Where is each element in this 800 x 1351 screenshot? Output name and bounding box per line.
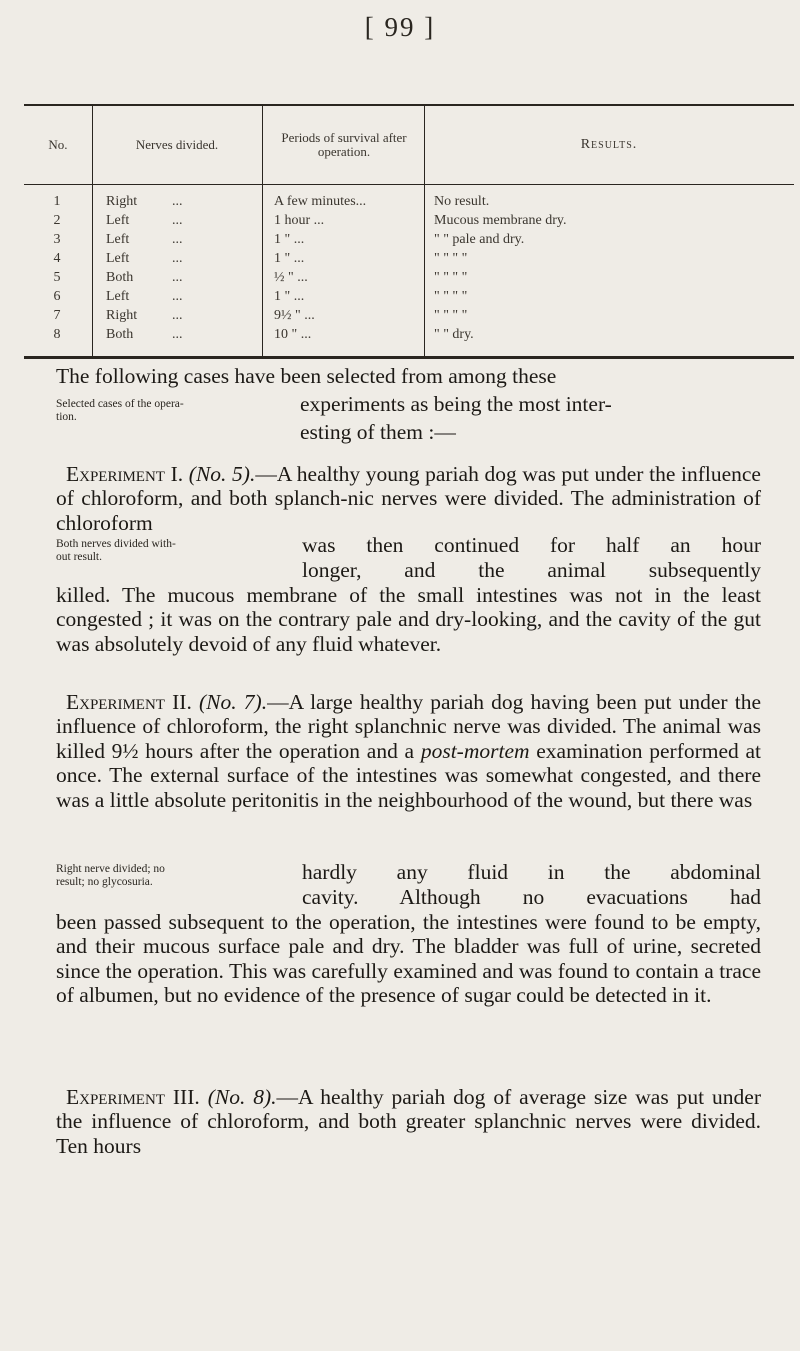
cell-no: 8 — [53, 327, 61, 342]
cell-dots: ... — [172, 232, 183, 247]
experiment-3-number: (No. 8). — [207, 1085, 277, 1109]
cell-nerves: Both — [106, 270, 134, 285]
cell-dots: ... — [172, 270, 183, 285]
cell-result: " " " " — [434, 308, 468, 323]
experiment-2-body-c: been passed subsequent to the operation, the intestines were found to be empty, and their mucous surface pale and dry. The bladder was full of urine, secreted since the operation. This was carefully examined and was found to contain a trace of albumen, but no evidence of the presence of sugar could be detected in it. — [56, 910, 761, 1008]
cell-no: 4 — [53, 251, 61, 266]
experiment-2-wrap-1: hardly any fluid in the abdominal — [302, 860, 761, 884]
cell-no: 5 — [53, 270, 61, 285]
cell-period: 1 hour ... — [274, 213, 325, 228]
experiment-1-body-b: killed. The mucous membrane of the small intestines was not in the least congested ; it was on the contrary pale and dry-looking, and the cavity of the gut was absolutely devoid of any fluid whatever. — [56, 583, 761, 656]
table-row — [24, 211, 794, 230]
experiment-2-body-a: —A large healthy pariah dog having been put under the influence of chloroform, the right splanchnic nerve was divided. The animal was killed 9½ hours after the operation and a — [56, 690, 761, 763]
experiment-3-body: —A healthy pariah dog of average size was put under the influence of chloroform, and both greater splanchnic nerves were divided. Ten hours — [56, 1085, 761, 1158]
experiment-1-heading: Experiment I. — [66, 462, 184, 486]
cell-nerves: Left — [106, 232, 130, 247]
sidenote-selected-2: tion. — [56, 411, 77, 423]
experiment-2-number: (No. 7). — [199, 690, 268, 714]
cell-dots: ... — [172, 289, 183, 304]
table-row — [24, 306, 794, 325]
experiment-3-heading: Experiment III. — [66, 1085, 200, 1109]
experiment-2-body-b: examination performed at once. The external surface of the intestines was somewhat congested, and there was a little absolute peritonitis in the neighbourhood of the wound, but there was — [56, 738, 762, 812]
cell-no: 3 — [53, 232, 61, 247]
cell-nerves: Left — [106, 251, 130, 266]
table-row — [24, 230, 794, 249]
experiment-2-text-a — [56, 690, 761, 862]
cell-result: " " " " — [434, 270, 468, 285]
experiment-2-heading: Experiment II. — [66, 690, 192, 714]
cell-result: " " pale and dry. — [434, 232, 525, 247]
cell-no: 7 — [53, 308, 61, 323]
table-row — [24, 249, 794, 268]
cell-result: Mucous membrane dry. — [434, 213, 567, 228]
experiment-1-number: (No. 5). — [188, 462, 256, 486]
cell-nerves: Right — [106, 194, 138, 209]
intro-line-2: experiments as being the most inter- — [300, 392, 612, 416]
experiment-1-wrap-1: was then continued for half an hour — [302, 533, 761, 557]
sidenote-exp1-2: out result. — [56, 551, 102, 563]
cell-result: No result. — [434, 194, 490, 209]
experiment-2-italic: post-mortem — [420, 738, 530, 763]
header-no: No. — [48, 137, 68, 152]
intro-line-3: esting of them :— — [300, 420, 456, 444]
intro-line-1: The following cases have been selected from among these — [56, 364, 557, 388]
cell-no: 2 — [53, 213, 61, 228]
cell-nerves: Right — [106, 308, 138, 323]
cell-dots: ... — [172, 327, 183, 342]
cell-period: 9½ " ... — [274, 308, 315, 323]
cell-dots: ... — [172, 213, 183, 228]
sidenote-exp2-2: result; no glycosuria. — [56, 876, 153, 888]
sidenote-exp1-1: Both nerves divided with- — [56, 538, 176, 550]
cell-result: " " " " — [434, 251, 468, 266]
cell-period: 1 " ... — [274, 232, 305, 247]
experiment-3-text — [56, 1085, 761, 1158]
cell-dots: ... — [172, 194, 183, 209]
cell-period: 1 " ... — [274, 251, 305, 266]
sidenote-exp2-1: Right nerve divided; no — [56, 863, 165, 875]
cell-dots: ... — [172, 251, 183, 266]
cell-period: ½ " ... — [274, 270, 308, 285]
table-row — [24, 287, 794, 306]
cell-period: 10 " ... — [274, 327, 312, 342]
sidenote-selected-1: Selected cases of the opera- — [56, 398, 184, 410]
cell-period: A few minutes... — [274, 194, 367, 209]
table-row — [24, 268, 794, 287]
cell-nerves: Left — [106, 289, 130, 304]
table-header-rule — [24, 184, 794, 185]
cell-period: 1 " ... — [274, 289, 305, 304]
cell-nerves: Left — [106, 213, 130, 228]
header-nerves: Nerves divided. — [135, 137, 219, 152]
header-periods: Periods of survival after operation. — [281, 130, 407, 159]
results-table — [24, 104, 794, 359]
table-row — [24, 192, 794, 211]
table-body — [24, 192, 794, 344]
cell-no: 1 — [53, 194, 61, 209]
cell-result: " " " " — [434, 289, 468, 304]
experiment-1-body-a: —A healthy young pariah dog was put under the influence of chloroform, and both splanch-nic nerves were divided. The administration of chloroform — [56, 462, 761, 535]
header-results: Results. — [580, 137, 638, 152]
cell-no: 6 — [53, 289, 61, 304]
cell-dots: ... — [172, 308, 183, 323]
experiment-2-wrap-2: cavity. Although no evacuations had — [302, 885, 761, 909]
cell-result: " " dry. — [434, 327, 474, 342]
cell-nerves: Both — [106, 327, 134, 342]
table-row — [24, 325, 794, 344]
page-number: [ 99 ] — [364, 12, 436, 42]
experiment-1-wrap-2: longer, and the animal subsequently — [302, 558, 761, 582]
experiment-1-text-a — [56, 462, 761, 536]
